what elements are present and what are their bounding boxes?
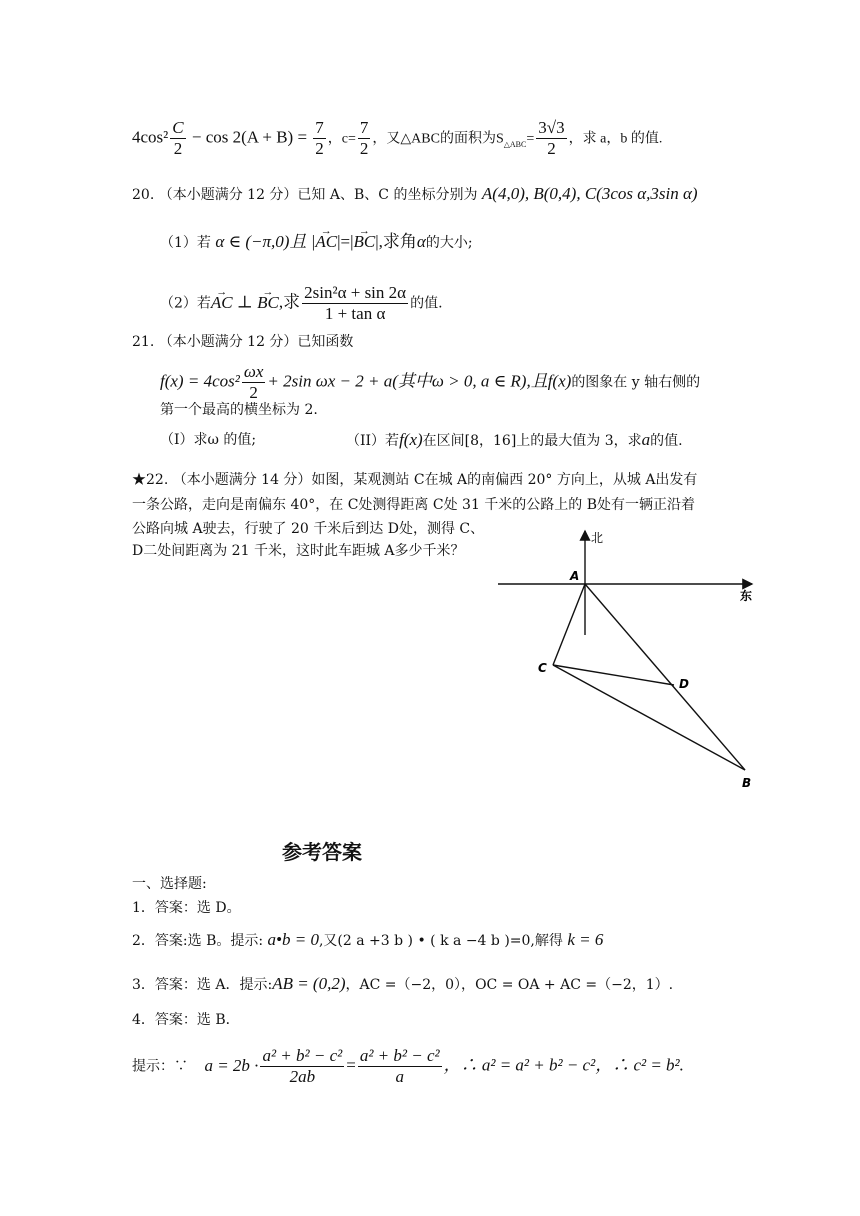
q21-heading: 21. （本小题满分 12 分）已知函数 — [132, 334, 354, 350]
vector-bc: → BC — [354, 232, 376, 252]
hint-frac-1: $\frac{\text{a² + b² − c²}}{2ab}$ — [262, 1046, 343, 1086]
q19-ask-text: ，求 a，b 的值. — [568, 131, 663, 147]
answer-4: 4．答案：选 B． — [132, 1012, 240, 1028]
vector-bc: → BC — [257, 293, 279, 313]
q21-line2: 第一个最高的横坐标为 2. — [160, 402, 318, 418]
point-d-label: D — [679, 677, 689, 691]
answer-3-oc: OC = OA + AC =（−2，1）. — [475, 977, 674, 993]
q21-part2: （II）若f(x)在区间[8，16]上的最大值为 3，求a的值. — [346, 430, 683, 449]
q21-function-line: f(x) = 4cos² $\frac{\omega x}{2}$ + 2sin ωx − 2 + a(其中ω > 0, a ∈ R),且f(x)的图象在 y 轴右侧的 — [160, 362, 701, 402]
answer-3-ab: AB = (0,2) — [272, 974, 346, 993]
q19-frac-72: $\frac{7}{2}$ — [315, 118, 324, 158]
q19-area-sub: △ABC — [503, 139, 527, 149]
q19-cos2-term: − cos 2(A + B) = — [191, 127, 308, 147]
q19-area-text: ，又△ABC的面积为S — [372, 131, 504, 147]
north-label: 北 — [591, 531, 604, 545]
q20-heading: 20. （本小题满分 12 分）已知 A、B、C 的坐标分别为 A(4,0), B(0,4), C(3cos α,3sin α) — [132, 184, 698, 203]
q20-part1: （1）若 α ∈ (−π,0)且 |→ AC|=|→ BC|,求角α的大小; — [160, 232, 473, 253]
q19-cos-term: 4cos² — [132, 127, 169, 147]
q22-figure — [490, 525, 770, 795]
answer-2-k: k = 6 — [567, 930, 604, 949]
segment-ac — [553, 584, 585, 665]
point-b-label: B — [742, 776, 752, 790]
answer-3: 3．答案：选 A．提示:AB = (0,2)，AC =（−2，0），OC = OA + AC =（−2，1）. — [132, 974, 674, 993]
point-c-label: C — [538, 661, 547, 675]
answers-section: 一、选择题: — [132, 876, 207, 892]
q22-line1: ★22. （本小题满分 14 分）如图，某观测站 C在城 A的南偏西 20° 方向上，从城 A出发有 — [132, 472, 698, 488]
answer-4-hint: 提示：∵ a = 2b · $\frac{\text{a² + b² − c²}}{2ab}$ = $\frac{\text{a² + b² − c²}}{a}$ ，∴ a² = a² + b² − c²，∴ c² = b². — [132, 1046, 684, 1086]
hint-frac-2: $\frac{\text{a² + b² − c²}}{a}$ — [359, 1046, 440, 1086]
answer-2: 2．答案:选 B。提示: a•b = 0,又(2 a +3 b ) • ( k a −4 b )=0,解得 k = 6 — [132, 930, 604, 949]
q19-frac-area: $\frac{3√3}{2}$ — [538, 118, 565, 158]
answer-1: 1．答案：选 D。 — [132, 900, 241, 916]
q19-condition-line: 4cos² $\frac{C}{2}$ − cos 2(A + B) = $\frac{7}{2}$ ，c= $\frac{7}{2}$ ，又△ABC的面积为$S_{\triangle ABC}=$ $\frac{3√3}{2}$ ，求 a，b 的值. — [132, 118, 663, 158]
answers-title: 参考答案 — [282, 840, 362, 864]
segment-ab — [585, 584, 745, 770]
q19-c-label: ，c= — [327, 131, 356, 147]
answer-2-dot-product: a•b = 0 — [267, 930, 319, 949]
q19-frac-c2: $\frac{C}{2}$ — [172, 118, 184, 158]
point-a-label: A — [570, 569, 580, 583]
east-label: 东 — [740, 589, 753, 603]
q19-frac-c: $\frac{7}{2}$ — [359, 118, 369, 158]
q21-frac-wx2: $\frac{\omega x}{2}$ — [243, 362, 264, 402]
q22-line4: D二处间距离为 21 千米，这时此车距城 A多少千米？ — [132, 543, 465, 559]
vector-ac: → AC — [315, 232, 337, 252]
q20-expression-fraction: $\frac{\text{2sin²α + sin 2α}}{\text{1 + tan α}}$ — [304, 283, 407, 323]
q20-part2: （2）若→ AC ⊥ → BC,求 $\frac{\text{2sin²α + sin 2α}}{\text{1 + tan α}}$ 的值. — [160, 283, 443, 324]
q20-coordinates: A(4,0), B(0,4), C(3cos α,3sin α) — [481, 184, 698, 203]
vector-ac: → AC — [211, 293, 233, 313]
q21-part1: （I）求ω 的值; — [160, 432, 257, 448]
q22-line3: 公路向城 A驶去，行驶了 20 千米后到达 D处，测得 C、 — [132, 521, 485, 537]
q22-line2: 一条公路，走向是南偏东 40°，在 C处测得距离 C处 31 千米的公路上的 B处有一辆正沿着 — [132, 497, 696, 513]
